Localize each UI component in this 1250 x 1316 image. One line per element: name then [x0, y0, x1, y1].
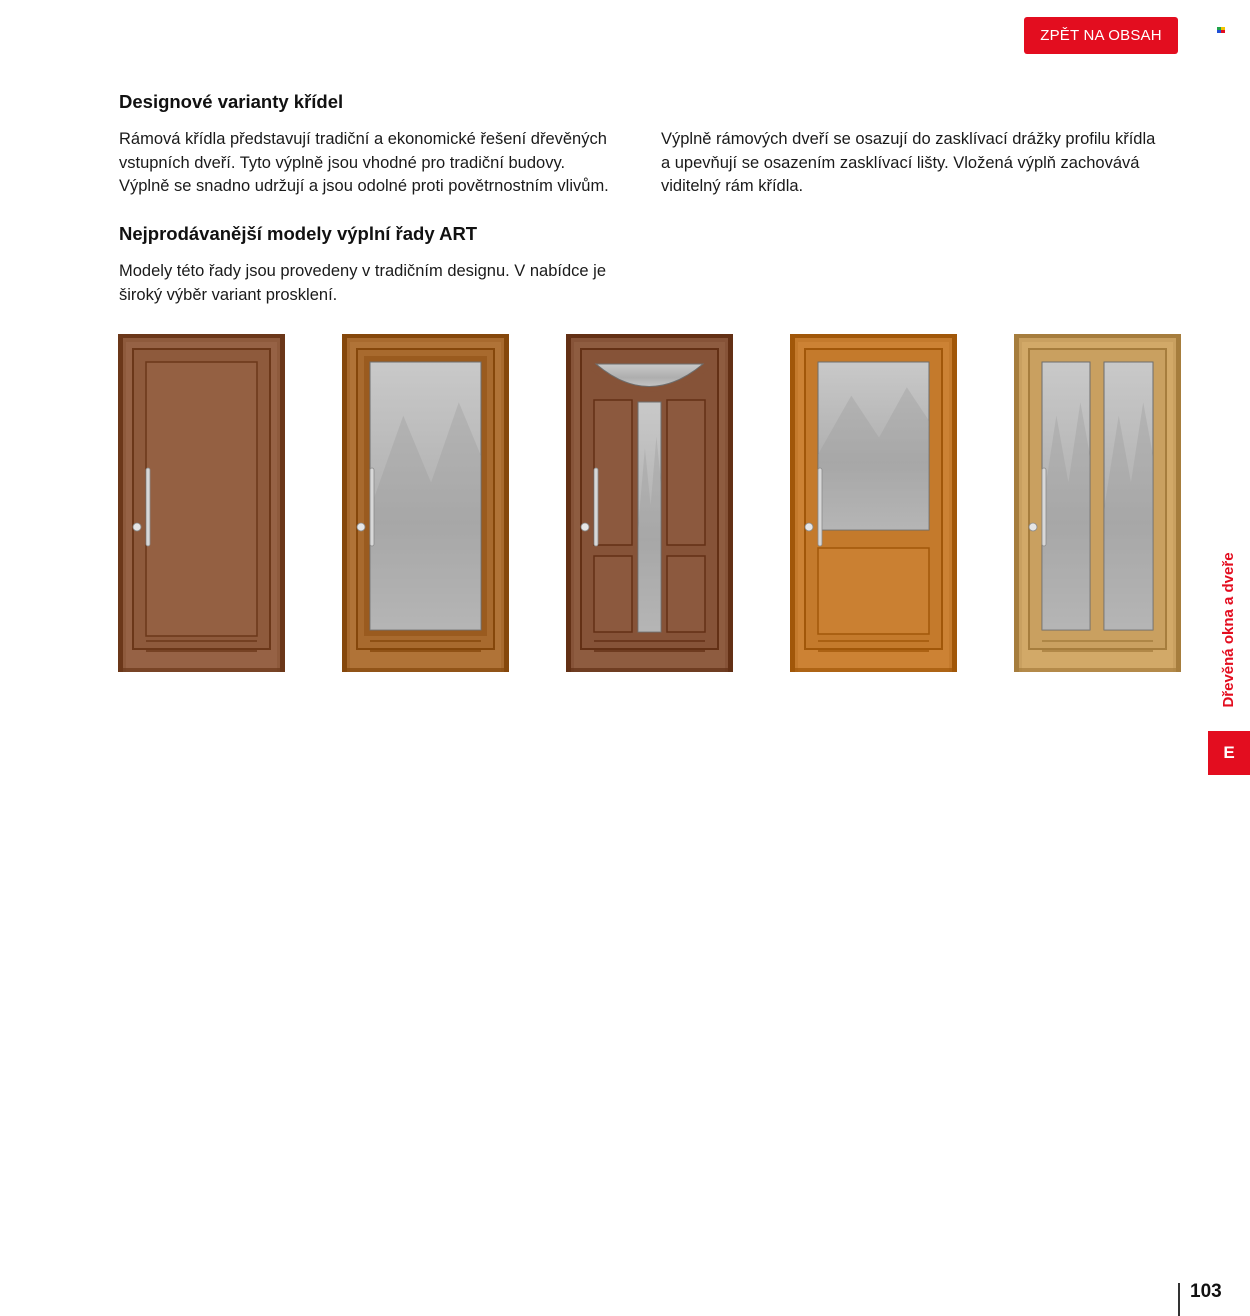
- color-marks-icon: [1217, 27, 1225, 33]
- door-model-full-glass[interactable]: [342, 334, 509, 672]
- door-model-arch-center-glass[interactable]: [566, 334, 733, 672]
- door-model-solid-panel[interactable]: [118, 334, 285, 672]
- page-number: 103: [1190, 1281, 1222, 1302]
- intro-paragraph-left: Rámová křídla představují tradiční a ekonomické řešení dřevěných vstupních dveří. Tyto výplně jsou vhodné pro tradiční budovy. Výplně se snadno udržují a jsou odolné proti povětrnostním vlivům.: [119, 130, 609, 195]
- back-to-contents-button[interactable]: ZPĚT NA OBSAH: [1024, 17, 1178, 54]
- door-model-half-glass[interactable]: [790, 334, 957, 672]
- bestsellers-paragraph: Modely této řady jsou provedeny v tradičním designu. V nabídce je široký výběr variant prosklení.: [119, 262, 607, 304]
- chapter-side-label: Dřevěná okna a dveře: [1220, 552, 1237, 708]
- page-number-divider: [1178, 1283, 1180, 1316]
- section-heading-design-variants: Designové varianty křídel: [119, 91, 344, 112]
- door-model-twin-glass[interactable]: [1014, 334, 1181, 672]
- door-gallery: [118, 334, 1180, 674]
- chapter-tab[interactable]: E: [1208, 731, 1250, 775]
- intro-paragraph-right: Výplně rámových dveří se osazují do zasklívací drážky profilu křídla a upevňují se osazením zasklívací lišty. Vložená výplň zachovává viditelný rám křídla.: [661, 130, 1156, 195]
- section-heading-bestsellers: Nejprodávanější modely výplní řady ART: [119, 223, 478, 244]
